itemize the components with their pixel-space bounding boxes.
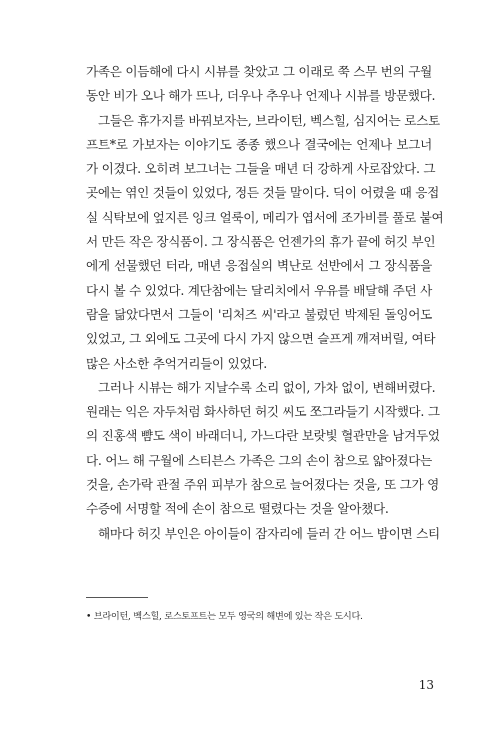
text-line: 해마다 허깃 부인은 아이들이 잠자리에 들러 간 어느 밤이면 스티: [98, 525, 440, 541]
text-line: 많은 사소한 추억거리들이 있었다.: [86, 355, 267, 371]
text-line: 실 식탁보에 엎지른 잉크 얼룩이, 메리가 엽서에 조가비를 풀로 붙여: [86, 209, 444, 225]
text-line: 다시 볼 수 있었다. 계단참에는 달리치에서 우유를 배달해 주던 사: [86, 282, 432, 298]
text-line: 곳에는 엮인 것들이 있었다, 정든 것들 말이다. 딕이 어렸을 때 응접: [86, 185, 439, 201]
footnote-divider: [86, 597, 148, 598]
text-line: 수증에 서명할 적에 손이 참으로 떨렸다는 것을 알아챘다.: [86, 501, 389, 517]
text-line: 동안 비가 오나 해가 뜨나, 더우나 추우나 언제나 시뷰를 방문했다.: [86, 88, 436, 104]
paragraph-2: [86, 109, 444, 376]
paragraph-4: [86, 522, 440, 546]
paragraph-3: [86, 376, 440, 522]
text-line: 그들은 휴가지를 바꿔보자는, 브라이턴, 벡스힐, 심지어는 로스토: [98, 112, 440, 128]
text-line: 람을 닮았다면서 그들이 '리처즈 씨'라고 불렀던 박제된 돌잉어도: [86, 306, 432, 322]
text-line: 그러나 시뷰는 해가 지날수록 소리 없이, 가차 없이, 변해버렸다.: [98, 379, 436, 395]
text-line: 다. 어느 해 구월에 스티븐스 가족은 그의 손이 참으로 얇아졌다는: [86, 452, 432, 468]
text-line: 있었고, 그 외에도 그곳에 다시 가지 않으면 슬프게 깨져버릴, 여타: [86, 331, 436, 347]
text-line: 의 진홍색 뺨도 색이 바래더니, 가느다란 보랏빛 혈관만을 남겨두었: [86, 428, 440, 444]
text-line: 것을, 손가락 관절 주위 피부가 참으로 늘어졌다는 것을, 또 그가 영: [86, 477, 439, 493]
text-line: 가 이겼다. 오히려 보그너는 그들을 매년 더 강하게 사로잡았다. 그: [86, 161, 436, 177]
text-line: 프트*로 가보자는 이야기도 종종 했으나 결국에는 언제나 보그너: [86, 136, 432, 152]
paragraph-1: [86, 60, 436, 109]
text-line: 원래는 익은 자두처럼 화사하던 허깃 씨도 쪼그라들기 시작했다. 그: [86, 404, 440, 420]
text-line: 서 만든 작은 장식품이. 그 장식품은 언젠가의 휴가 끝에 허깃 부인: [86, 234, 436, 250]
footnote: • 브라이턴, 벡스힐, 로스토프트는 모두 영국의 해변에 있는 작은 도시다.: [86, 611, 363, 622]
text-line: 가족은 이듬해에 다시 시뷰를 찾았고 그 이래로 쭉 스무 번의 구월: [86, 64, 432, 79]
page-number: 13: [418, 678, 434, 692]
text-line: 에게 선물했던 터라, 매년 응접실의 벽난로 선반에서 그 장식품을: [86, 258, 432, 274]
body-text: [86, 60, 444, 546]
